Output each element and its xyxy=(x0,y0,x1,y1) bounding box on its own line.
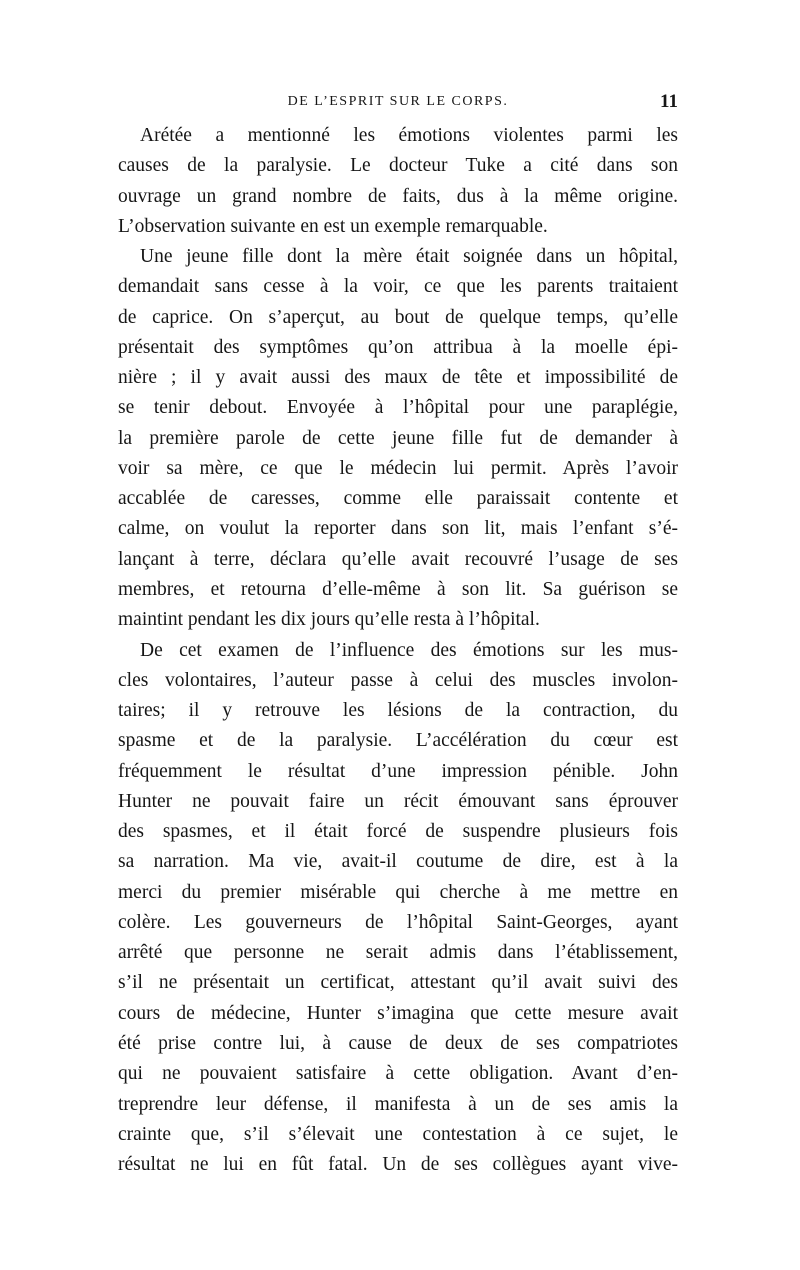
text-line: de caprice. On s’aperçut, au bout de quelque temps, qu’elle xyxy=(118,306,678,328)
page-number: 11 xyxy=(660,91,678,112)
text-line: ouvrage un grand nombre de faits, dus à la même origine. xyxy=(118,185,678,207)
text-line: qui ne pouvaient satisfaire à cette obligation. Avant d’en- xyxy=(118,1063,678,1085)
text-line: calme, on voulut la reporter dans son lit, mais l’enfant s’é- xyxy=(118,518,678,540)
body-text xyxy=(118,121,678,1180)
text-line: cours de médecine, Hunter s’imagina que cette mesure avait xyxy=(118,1002,678,1024)
text-line: membres, et retourna d’elle-même à son lit. Sa guérison se xyxy=(118,578,678,600)
text-line: De cet examen de l’influence des émotions sur les mus- xyxy=(140,639,678,661)
text-line: colère. Les gouverneurs de l’hôpital Saint-Georges, ayant xyxy=(118,911,678,933)
text-line: des spasmes, et il était forcé de suspendre plusieurs fois xyxy=(118,821,678,843)
text-line: accablée de caresses, comme elle paraissait contente et xyxy=(118,488,678,510)
text-line: arrêté que personne ne serait admis dans l’établissement, xyxy=(118,942,678,964)
text-line: crainte que, s’il s’élevait une contestation à ce sujet, le xyxy=(118,1123,678,1145)
text-line: treprendre leur défense, il manifesta à un de ses amis la xyxy=(118,1093,678,1115)
text-line: la première parole de cette jeune fille fut de demander à xyxy=(118,427,678,449)
text-line: L’observation suivante en est un exemple remarquable. xyxy=(118,215,548,237)
text-line: demandait sans cesse à la voir, ce que les parents traitaient xyxy=(118,276,678,298)
running-head xyxy=(118,90,678,114)
text-line: se tenir debout. Envoyée à l’hôpital pour une paraplégie, xyxy=(118,397,678,419)
text-line: s’il ne présentait un certificat, attestant qu’il avait suivi des xyxy=(118,972,678,994)
text-line: lançant à terre, déclara qu’elle avait recouvré l’usage de ses xyxy=(118,548,678,570)
text-line: sa narration. Ma vie, avait-il coutume de dire, est à la xyxy=(118,851,678,873)
text-line: Une jeune fille dont la mère était soignée dans un hôpital, xyxy=(140,246,678,268)
text-line: voir sa mère, ce que le médecin lui permit. Après l’avoir xyxy=(118,457,678,479)
text-line: merci du premier misérable qui cherche à me mettre en xyxy=(118,881,678,903)
text-line: résultat ne lui en fût fatal. Un de ses collègues ayant vive- xyxy=(118,1154,678,1176)
text-line: nière ; il y avait aussi des maux de tête et impossibilité de xyxy=(118,367,678,389)
text-line: présentait des symptômes qu’on attribua à la moelle épi- xyxy=(118,336,678,358)
text-line: spasme et de la paralysie. L’accélération du cœur est xyxy=(118,730,678,752)
text-line: taires; il y retrouve les lésions de la contraction, du xyxy=(118,700,678,722)
text-line: maintint pendant les dix jours qu’elle resta à l’hôpital. xyxy=(118,609,540,631)
text-line: été prise contre lui, à cause de deux de ses compatriotes xyxy=(118,1032,678,1054)
text-line: Arétée a mentionné les émotions violentes parmi les xyxy=(140,125,678,146)
text-line: Hunter ne pouvait faire un récit émouvant sans éprouver xyxy=(118,790,678,812)
text-line: fréquemment le résultat d’une impression pénible. John xyxy=(118,760,678,782)
text-line: cles volontaires, l’auteur passe à celui des muscles involon- xyxy=(118,669,678,691)
text-line: causes de la paralysie. Le docteur Tuke a cité dans son xyxy=(118,155,678,177)
running-title: DE L’ESPRIT SUR LE CORPS. xyxy=(287,94,509,109)
